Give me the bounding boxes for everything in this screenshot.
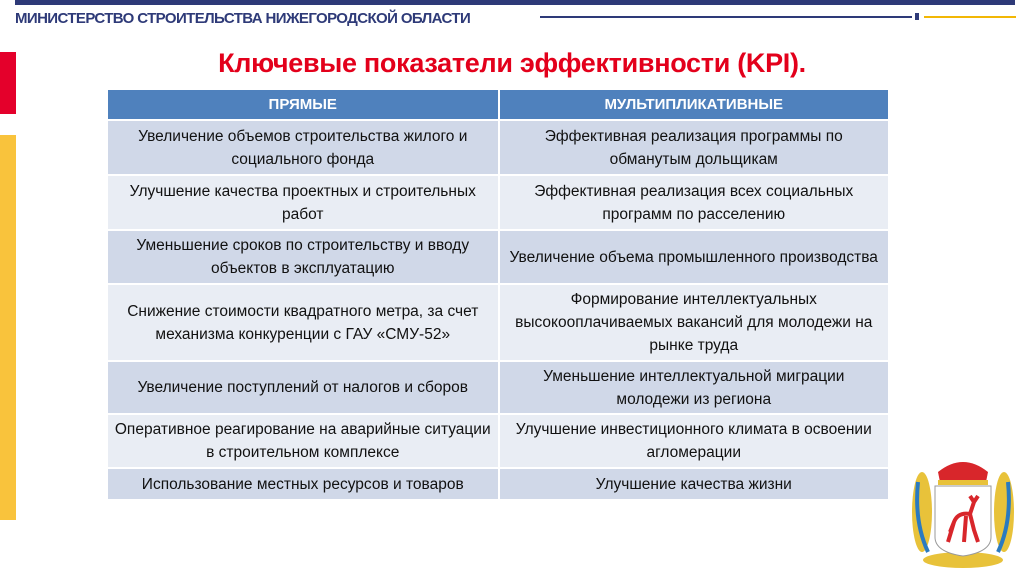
table-row (108, 361, 889, 414)
yellow-side-bar (0, 135, 16, 520)
direct-kpi-cell: Улучшение качества проектных и строительных работ (108, 175, 499, 230)
direct-kpi-cell: Увеличение объемов строительства жилого и социального фонда (108, 120, 499, 175)
kpi-table (108, 90, 890, 499)
header-square (915, 13, 919, 20)
table-row (108, 284, 889, 361)
direct-kpi-cell: Снижение стоимости квадратного метра, за счет механизма конкуренции с ГАУ «СМУ-52» (108, 284, 499, 361)
direct-kpi-cell: Уменьшение сроков по строительству и вводу объектов в эксплуатацию (108, 230, 499, 284)
top-bar (15, 0, 1015, 5)
table-row (108, 468, 889, 499)
table-row (108, 175, 889, 230)
table-row (108, 120, 889, 175)
header-accent-line (924, 16, 1016, 18)
multiplicative-kpi-cell: Улучшение качества жизни (499, 468, 890, 499)
multiplicative-kpi-cell: Формирование интеллектуальных высокооплачиваемых вакансий для молодежи на рынке труда (499, 284, 890, 361)
coat-of-arms-logo (908, 452, 1018, 570)
column-header-direct: ПРЯМЫЕ (108, 90, 499, 120)
table-row (108, 230, 889, 284)
direct-kpi-cell: Оперативное реагирование на аварийные ситуации в строительном комплексе (108, 414, 499, 468)
multiplicative-kpi-cell: Эффективная реализация программы по обманутым дольщикам (499, 120, 890, 175)
multiplicative-kpi-cell: Увеличение объема промышленного производства (499, 230, 890, 284)
ministry-name: МИНИСТЕРСТВО СТРОИТЕЛЬСТВА НИЖЕГОРОДСКОЙ ОБЛАСТИ (15, 10, 471, 27)
header-line (540, 16, 912, 18)
direct-kpi-cell: Увеличение поступлений от налогов и сборов (108, 361, 499, 414)
page-title: Ключевые показатели эффективности (KPI). (218, 48, 806, 78)
table-row (108, 414, 889, 468)
multiplicative-kpi-cell: Улучшение инвестиционного климата в освоении агломерации (499, 414, 890, 468)
direct-kpi-cell: Использование местных ресурсов и товаров (108, 468, 499, 499)
multiplicative-kpi-cell: Уменьшение интеллектуальной миграции молодежи из региона (499, 361, 890, 414)
column-header-multiplicative: МУЛЬТИПЛИКАТИВНЫЕ (499, 90, 890, 120)
multiplicative-kpi-cell: Эффективная реализация всех социальных программ по расселению (499, 175, 890, 230)
